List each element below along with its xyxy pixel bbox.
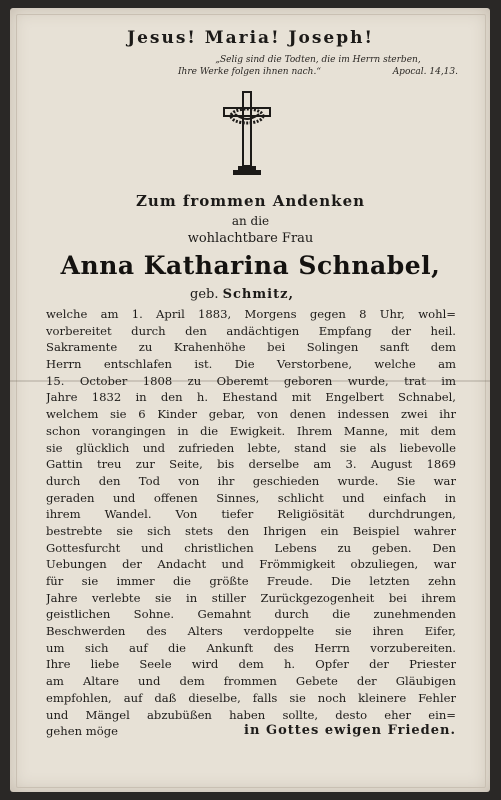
quote-reference: Apocal. 14,13. <box>392 67 458 77</box>
text-line: geistlichen Sohne. Gemahnt durch die zunehmenden <box>46 607 456 622</box>
text-line: sie glücklich und zufrieden lebte, stand sie als liebevolle <box>46 440 456 455</box>
text-line: welche am 1. April 1883, Morgens gegen 8 Uhr, wohl= <box>46 307 456 321</box>
dedication-line-2: an die <box>231 214 270 228</box>
text-line <box>46 723 456 740</box>
invocation-heading: Jesus! Maria! Joseph! <box>127 28 374 48</box>
text-line: Gottesfurcht und christlichen Lebens zu geben. Den <box>46 540 456 555</box>
maiden-name: Schmitz, <box>222 287 294 302</box>
text-line: Beschwerden des Alters verdoppelte sie ihren Eifer, <box>46 624 456 639</box>
text-line: Ihre liebe Seele wird dem h. Opfer der Priester <box>46 657 456 672</box>
dedication-line-3: wohlachtbare Frau <box>187 231 314 246</box>
text-line: für sie immer die größte Freude. Die letzten zehn <box>46 574 456 588</box>
text-line: vorbereitet durch den andächtigen Empfang der heil. <box>46 323 456 338</box>
quote-line-2-row <box>178 66 458 78</box>
maiden-prefix: geb. <box>190 287 219 302</box>
scripture-quote <box>178 54 458 78</box>
text-line: am Altare und dem frommen Gebete der Gläubigen <box>46 674 456 689</box>
text-line: bestrebte sie sich stets den Ihrigen ein Beispiel wahrer <box>46 523 456 538</box>
text-line: Herrn entschlafen ist. Die Verstorbene, welche am <box>46 357 456 372</box>
text-line: und Mängel abzubüßen haben sollte, desto eher ein= <box>46 707 456 722</box>
text-line: Uebungen der Andacht und Frömmigkeit obzuliegen, war <box>46 557 456 572</box>
text-line: ihrem Wandel. Von tiefer Religiösität durchdrungen, <box>46 507 456 522</box>
quote-line-1: „Selig sind die Todten, die im Herrn sterben, <box>215 55 421 65</box>
text-line: schon vorangingen in die Ewigkeit. Ihrem Manne, mit dem <box>46 423 456 438</box>
text-line-start: gehen möge <box>46 724 119 739</box>
closing-phrase: in Gottes ewigen Frieden. <box>244 723 456 739</box>
cross-with-wreath-icon <box>218 90 278 180</box>
quote-line-2: Ihre Werke folgen ihnen nach.“ <box>178 67 321 77</box>
text-line: empfohlen, auf daß dieselbe, falls sie noch kleinere Fehler <box>46 690 456 705</box>
text-line: durch den Tod von ihr geschieden wurde. Sie war <box>46 473 456 488</box>
text-line: um sich auf die Ankunft des Herrn vorzubereiten. <box>46 640 456 655</box>
text-line: Gattin treu zur Seite, bis derselbe am 3. August 1869 <box>46 457 456 472</box>
text-line: Jahre verlebte sie in stiller Zurückgezogenheit bei ihrem <box>46 590 456 605</box>
maiden-name-line <box>190 287 294 302</box>
obituary-text <box>46 306 456 740</box>
dedication-line-1: Zum frommen Andenken <box>135 192 366 210</box>
text-line: 15. October 1808 zu Oberemt geboren wurde, trat im <box>46 373 456 388</box>
deceased-name: Anna Katharina Schnabel, <box>60 251 441 280</box>
text-line: geraden und offenen Sinnes, schlicht und einfach in <box>46 490 456 505</box>
text-line: Jahre 1832 in den h. Ehestand mit Engelbert Schnabel, <box>46 390 456 405</box>
text-line: Sakramente zu Krahenhöhe bei Solingen sanft dem <box>46 340 456 355</box>
text-line: welchem sie 6 Kinder gebar, von denen indessen zwei ihr <box>46 407 456 422</box>
